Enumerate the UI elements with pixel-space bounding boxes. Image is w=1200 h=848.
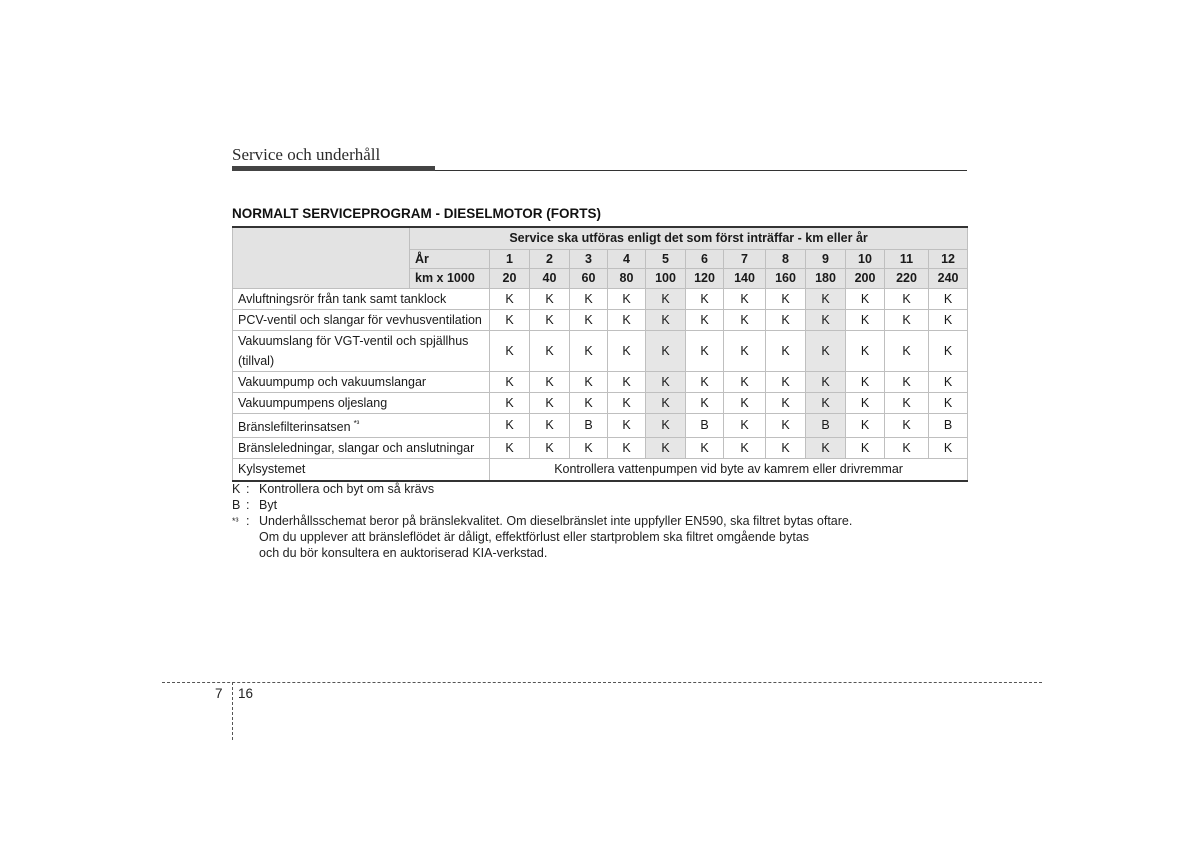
service-item-label: Avluftningsrör från tank samt tanklock [238,291,447,306]
schedule-cell: K [646,288,686,309]
schedule-cell: K [490,309,530,330]
km-header-cell: 60 [570,268,608,288]
schedule-cell: K [646,413,686,437]
chapter-number: 7 [215,686,223,701]
schedule-cell: K [846,288,885,309]
cooling-item: Kylsystemet [233,458,490,481]
table-title: NORMALT SERVICEPROGRAM - DIESELMOTOR (FORTS) [232,206,602,221]
schedule-cell: K [608,371,646,392]
schedule-cell: K [570,392,608,413]
km-header-cell: 80 [608,268,646,288]
year-header-cell: 8 [766,249,806,268]
schedule-cell: K [885,330,929,371]
service-item [233,330,490,371]
year-header-cell: 12 [929,249,968,268]
service-item-label: Bränslefilterinsatsen [238,419,351,434]
schedule-cell: K [766,288,806,309]
schedule-cell: K [929,330,968,371]
legend-text: Kontrollera och byt om så krävs [259,482,435,496]
schedule-cell: K [929,437,968,458]
legend-item [232,513,852,529]
schedule-cell: K [530,309,570,330]
cooling-note: Kontrollera vattenpumpen vid byte av kamrem eller drivremmar [490,458,968,481]
schedule-cell: K [929,392,968,413]
schedule-cell: K [646,371,686,392]
schedule-cell: K [846,371,885,392]
table-row [233,437,968,458]
schedule-cell: K [766,413,806,437]
schedule-cell: K [646,392,686,413]
schedule-cell: K [646,437,686,458]
schedule-cell: K [806,437,846,458]
year-header-cell: 11 [885,249,929,268]
schedule-cell: K [846,309,885,330]
schedule-cell: K [885,413,929,437]
service-item [233,371,490,392]
schedule-cell: K [885,309,929,330]
service-schedule-table [232,226,968,482]
service-item-label: Bränsleledningar, slangar och anslutningar [238,440,475,455]
schedule-cell: K [570,288,608,309]
schedule-cell: K [766,330,806,371]
schedule-cell: K [646,330,686,371]
schedule-cell: K [885,437,929,458]
schedule-cell: K [608,330,646,371]
schedule-cell: K [530,330,570,371]
schedule-cell: K [686,309,724,330]
legend-text-cont: och du bör konsultera en auktoriserad KIA-verkstad. [259,546,548,560]
schedule-cell: K [608,437,646,458]
schedule-cell: K [686,437,724,458]
km-header-cell: 160 [766,268,806,288]
schedule-cell: K [530,392,570,413]
schedule-cell: K [885,392,929,413]
schedule-cell: K [766,392,806,413]
km-header-cell: 40 [530,268,570,288]
section-title: Service och underhåll [232,145,381,164]
schedule-cell: K [846,413,885,437]
service-item [233,413,490,437]
year-header-cell: 5 [646,249,686,268]
schedule-cell: K [724,392,766,413]
service-item-label: Vakuumslang för VGT-ventil och spjällhus [238,333,469,348]
legend-separator: : [246,498,250,512]
schedule-cell: B [686,413,724,437]
schedule-cell: K [885,371,929,392]
schedule-cell: K [490,371,530,392]
schedule-cell: B [806,413,846,437]
schedule-cell: B [570,413,608,437]
service-item-label-cont: (tillval) [238,353,275,368]
schedule-cell: K [806,330,846,371]
schedule-cell: K [530,437,570,458]
schedule-cell: K [766,371,806,392]
schedule-cell: K [724,437,766,458]
service-item [233,437,490,458]
schedule-cell: K [570,309,608,330]
schedule-cell: K [608,413,646,437]
table-row [233,330,968,371]
schedule-cell: K [846,330,885,371]
legend-item [232,481,852,497]
schedule-cell: K [846,437,885,458]
year-header-cell: 10 [846,249,885,268]
schedule-cell: K [724,330,766,371]
schedule-cell: K [608,309,646,330]
schedule-cell: B [929,413,968,437]
schedule-cell: K [490,330,530,371]
km-header-cell: 120 [686,268,724,288]
schedule-cell: K [686,371,724,392]
km-header-cell: 200 [846,268,885,288]
schedule-cell: K [490,288,530,309]
km-header-cell: 240 [929,268,968,288]
service-item [233,288,490,309]
schedule-cell: K [686,330,724,371]
legend-text-cont: Om du upplever att bränsleflödet är dåligt, effektförlust eller startproblem ska filtret omgående bytas [259,530,810,544]
legend-separator: : [246,482,250,496]
year-header-cell: 1 [490,249,530,268]
year-label: År [410,249,490,268]
km-header-cell: 100 [646,268,686,288]
schedule-cell: K [570,371,608,392]
schedule-cell: K [885,288,929,309]
header-rule-accent [232,166,435,171]
schedule-cell: K [766,309,806,330]
service-item-label: PCV-ventil och slangar för vevhusventilation [238,312,482,327]
year-header-cell: 2 [530,249,570,268]
schedule-cell: K [490,413,530,437]
schedule-cell: K [570,330,608,371]
year-header-cell: 3 [570,249,608,268]
year-header-cell: 6 [686,249,724,268]
schedule-cell: K [530,288,570,309]
legend-item [232,497,852,513]
legend [232,481,852,561]
header-corner [233,227,410,288]
service-item-label: Vakuumpumpens oljeslang [238,395,388,410]
footer-divider [162,682,1042,683]
year-header-cell: 7 [724,249,766,268]
schedule-cell: K [686,392,724,413]
schedule-cell: K [608,392,646,413]
schedule-cell: K [686,288,724,309]
schedule-cell: K [724,371,766,392]
schedule-cell: K [806,309,846,330]
km-header-cell: 20 [490,268,530,288]
km-label: km x 1000 [410,268,490,288]
table-row [233,413,968,437]
year-header-cell: 9 [806,249,846,268]
schedule-cell: K [490,437,530,458]
legend-key: B [232,498,241,512]
page-number: 16 [238,686,254,701]
legend-text: Underhållsschemat beror på bränslekvalitet. Om dieselbränslet inte uppfyller EN590, ska filtret bytas oftare. [259,514,853,528]
schedule-cell: K [570,437,608,458]
schedule-cell: K [724,309,766,330]
km-header-cell: 220 [885,268,929,288]
schedule-cell: K [530,413,570,437]
schedule-cell: K [846,392,885,413]
service-item-label: Vakuumpump och vakuumslangar [238,374,427,389]
table-row [233,371,968,392]
table-row [233,288,968,309]
year-header-cell: 4 [608,249,646,268]
schedule-cell: K [724,413,766,437]
schedule-cell: K [806,371,846,392]
footnote-marker: *³ [353,418,360,428]
service-item [233,309,490,330]
schedule-cell: K [608,288,646,309]
legend-key: *³ [232,516,239,526]
schedule-cell: K [929,288,968,309]
schedule-cell: K [806,392,846,413]
table-row [233,392,968,413]
schedule-cell: K [724,288,766,309]
schedule-cell: K [646,309,686,330]
footer-vertical-divider [232,682,233,740]
schedule-cell: K [766,437,806,458]
schedule-cell: K [490,392,530,413]
schedule-cell: K [806,288,846,309]
schedule-cell: K [929,371,968,392]
schedule-cell: K [530,371,570,392]
legend-separator: : [246,514,250,528]
service-header: Service ska utföras enligt det som först inträffar - km eller år [410,227,968,249]
service-item [233,392,490,413]
legend-key: K [232,482,241,496]
schedule-cell: K [929,309,968,330]
legend-text: Byt [259,498,278,512]
table-row [233,309,968,330]
km-header-cell: 140 [724,268,766,288]
km-header-cell: 180 [806,268,846,288]
